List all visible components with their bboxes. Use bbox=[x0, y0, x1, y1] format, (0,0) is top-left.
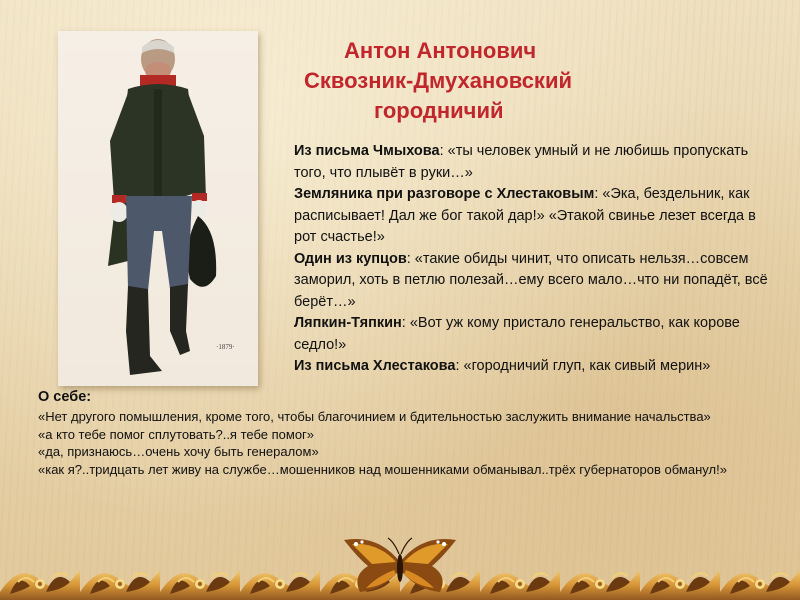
quotes-block bbox=[294, 141, 774, 378]
about-self-line: «как я?..тридцать лет живу на службе…мошенников над мошенниками обманывал..трёх губернаторов обманул!» bbox=[38, 461, 727, 477]
quote-text: : «Вот уж кому пристало генеральство, как корове седло!» bbox=[294, 315, 740, 353]
about-self-line: «а кто тебе помог сплутовать?..я тебе помог» bbox=[38, 426, 315, 442]
quote-text: : «такие обиды чинит, что описать нельзя…совсем заморил, хоть в петлю полезай…ему всего мало…что ни попадёт, всё берёт…» bbox=[294, 250, 768, 310]
quote-text: : «ты человек умный и не любишь пропускать того, что плывёт в руки…» bbox=[294, 143, 749, 181]
quote-speaker: Земляника при разговоре с Хлестаковым bbox=[294, 186, 595, 202]
quote-speaker: Из письма Хлестакова bbox=[294, 358, 456, 374]
about-self-heading: О себе: bbox=[38, 389, 92, 405]
about-self-line: «да, признаюсь…очень хочу быть генералом» bbox=[38, 444, 319, 459]
title-line-1: Антон Антонович bbox=[344, 38, 537, 63]
quote-speaker: Ляпкин-Тяпкин bbox=[294, 315, 402, 331]
quote-speaker: Один из купцов bbox=[294, 250, 407, 267]
title-line-2: Сквозник-Дмухановский bbox=[304, 68, 572, 93]
portrait-illustration bbox=[58, 31, 258, 386]
quote-item bbox=[294, 313, 774, 356]
title-line-3: городничий bbox=[374, 98, 504, 123]
about-self-block bbox=[38, 387, 778, 478]
quote-item bbox=[294, 141, 774, 184]
quote-speaker: Из письма Чмыхова bbox=[294, 143, 440, 159]
quote-item bbox=[294, 356, 774, 378]
about-self-line: «Нет другого помышления, кроме того, чтобы благочинием и бдительностью заслужить внимание начальства» bbox=[38, 409, 711, 424]
quote-item bbox=[294, 249, 774, 314]
svg-text:·1879·: ·1879· bbox=[216, 343, 235, 351]
slide-title bbox=[290, 36, 710, 126]
quote-text: : «городничий глуп, как сивый мерин» bbox=[455, 358, 711, 374]
quote-item bbox=[294, 184, 774, 249]
butterfly-icon bbox=[338, 532, 462, 598]
quote-text: : «Эка, бездельник, как расписывает! Дал же бог такой дар!» «Этакой свинье лезет всегда в рот счастье!» bbox=[294, 186, 756, 245]
